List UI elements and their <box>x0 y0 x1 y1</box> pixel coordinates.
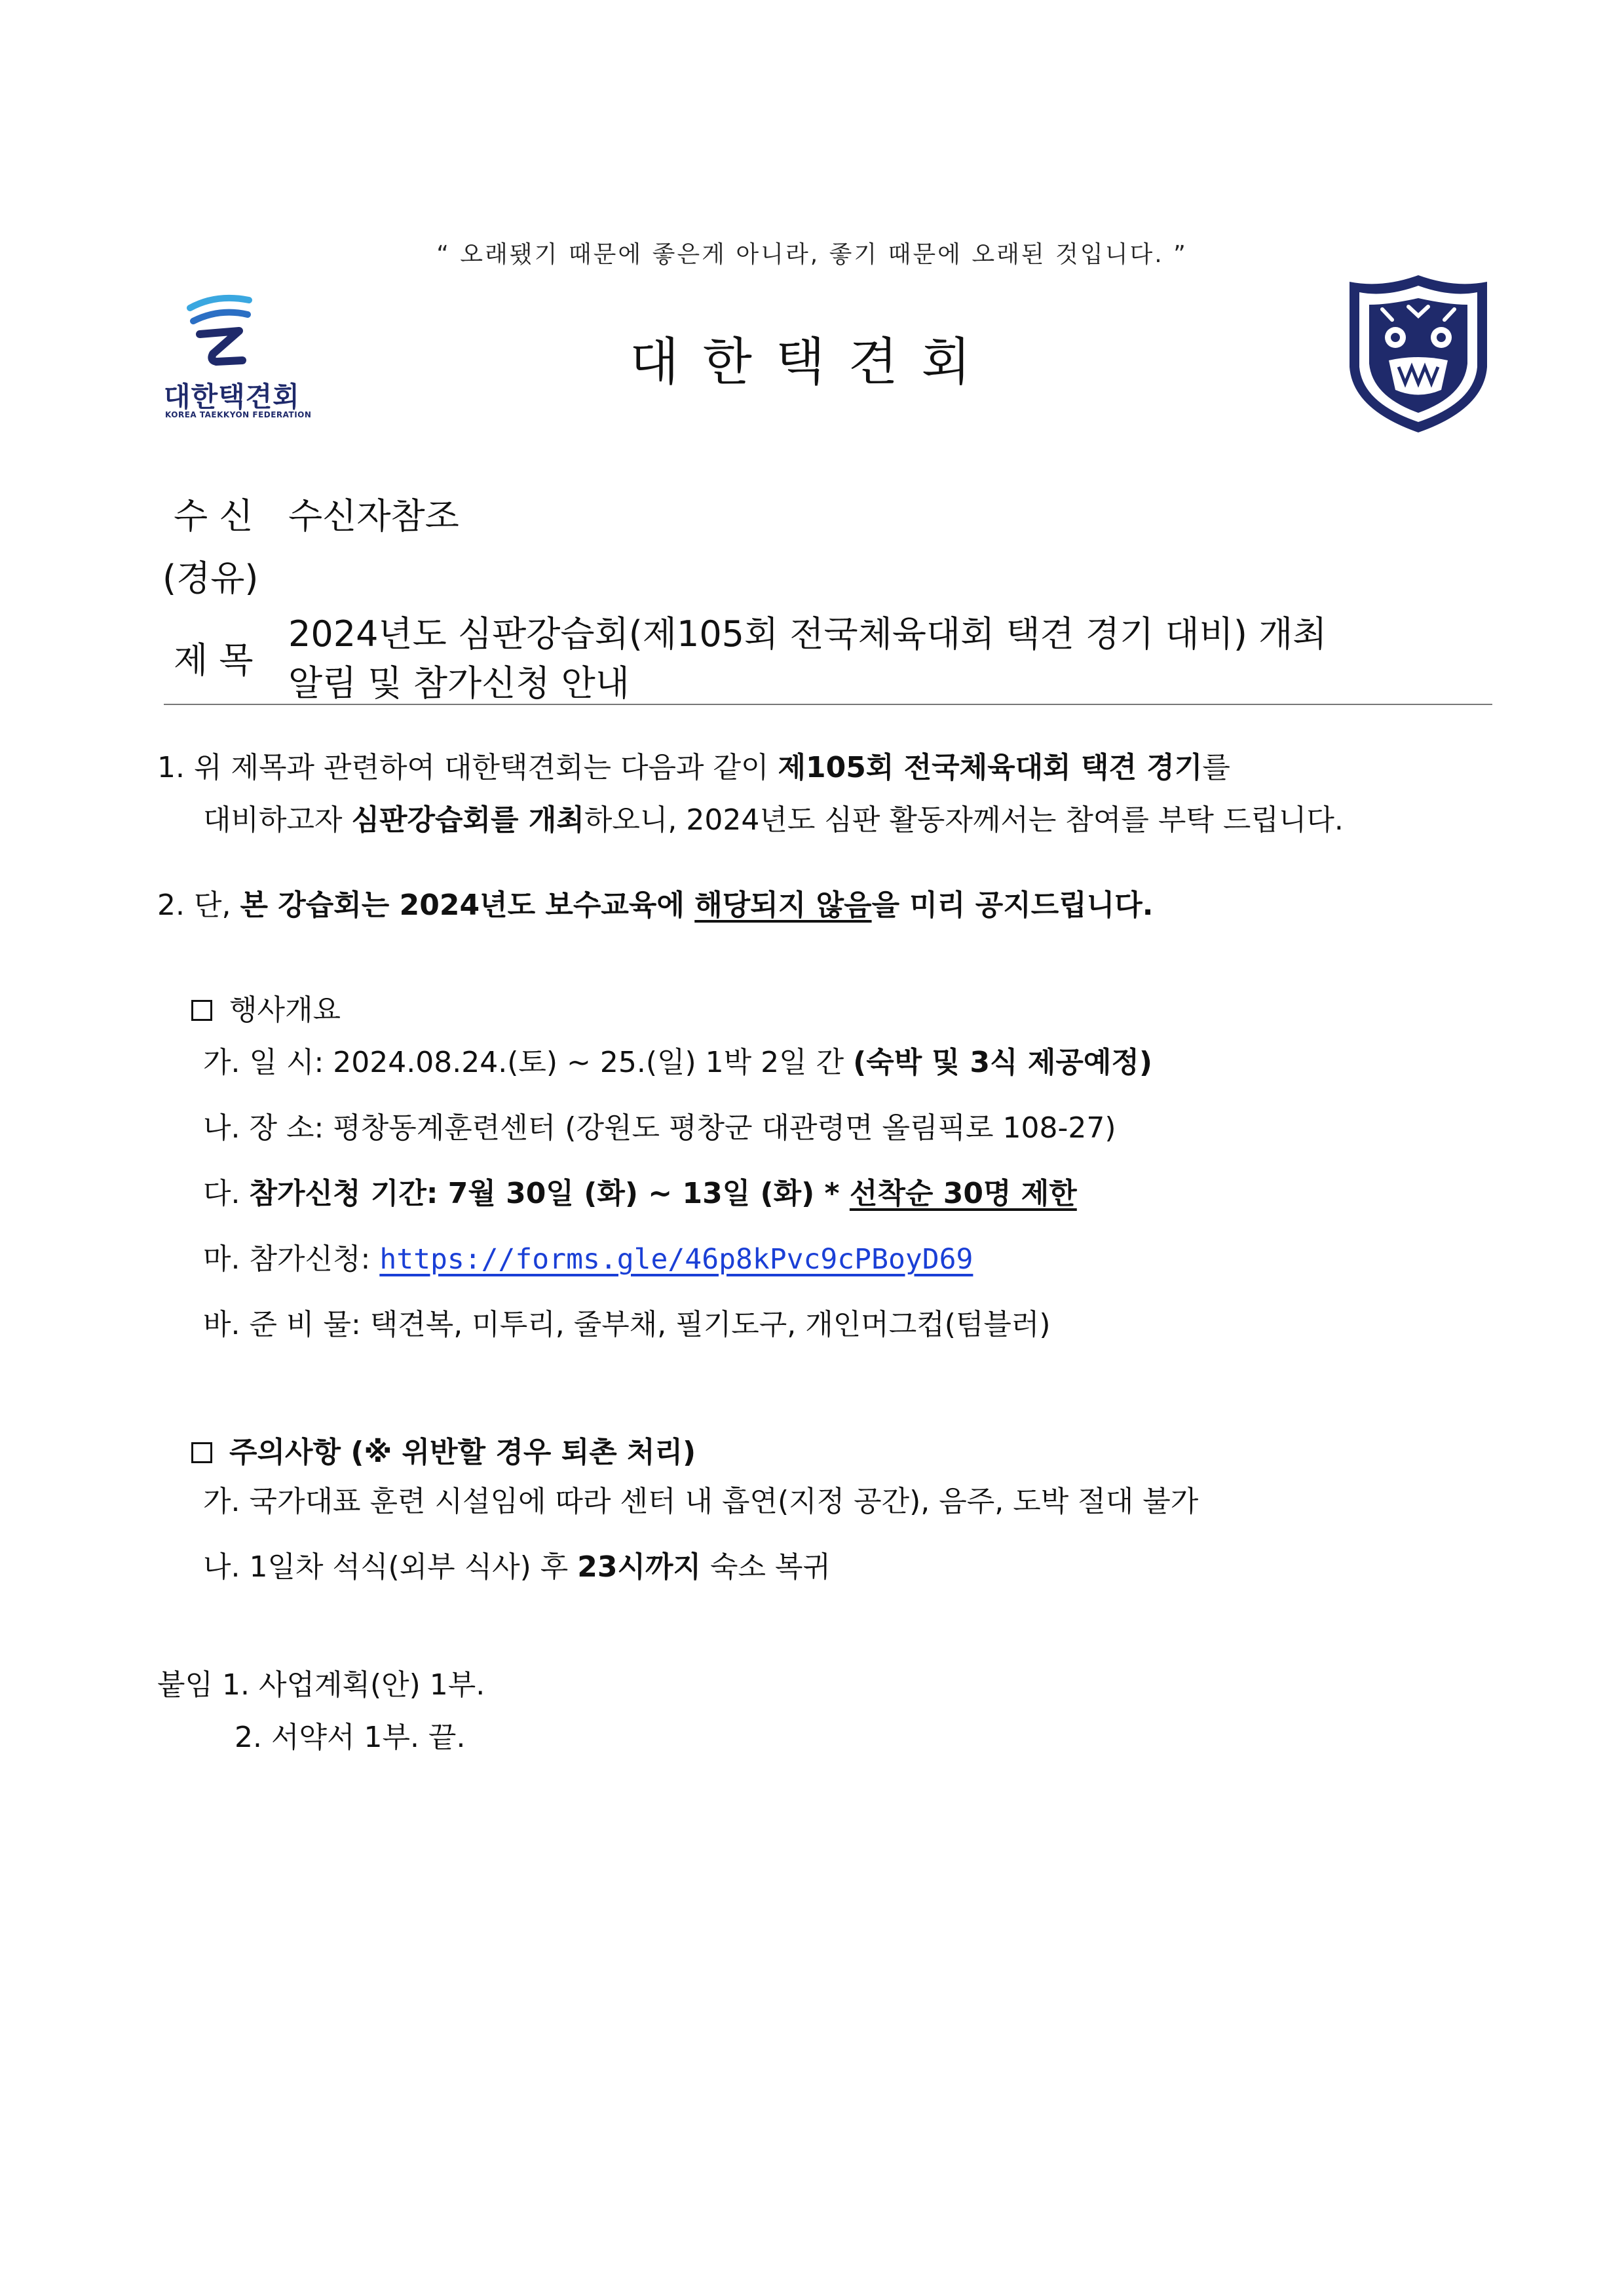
application-link[interactable]: https://forms.gle/46p8kPvc9cPBoyD69 <box>379 1243 973 1276</box>
via-label: (경유) <box>162 558 259 599</box>
cautions-heading <box>191 1428 696 1470</box>
organization-title: 대한택견회 <box>630 333 994 392</box>
attachment-line-1: 붙임 1. 사업계획(안) 1부. <box>157 1668 485 1702</box>
p2-bold: 본 강습회는 2024년도 보수교육에 <box>240 889 695 922</box>
item-text: 택견복, 미투리, 줄부채, 필기도구, 개인머그컵(텀블러) <box>369 1308 1051 1341</box>
caution-bold: 23시까지 <box>577 1550 702 1584</box>
event-heading-text: 행사개요 <box>229 993 341 1027</box>
event-item-place <box>203 1104 1116 1146</box>
p1-text: 1. 위 제목과 관련하여 대한택견회는 다음과 같이 <box>157 751 778 784</box>
p1-text-end: 를 <box>1202 751 1230 784</box>
item-label: 가. 일 시: <box>203 1046 333 1079</box>
caution-item-1: 가. 국가대표 훈련 시설임에 따라 센터 내 흡연(지정 공간), 음주, 도박 절대 불가 <box>203 1485 1199 1518</box>
paragraph-1-line-1 <box>157 744 1230 786</box>
event-heading <box>191 986 341 1028</box>
cautions-heading-text: 주의사항 (※ 위반할 경우 퇴촌 처리) <box>229 1436 696 1469</box>
divider <box>164 704 1492 705</box>
item-underline: 선착순 30명 제한 <box>849 1177 1077 1210</box>
p2-bold-end: 을 미리 공지드립니다. <box>871 889 1154 922</box>
checkbox-square-icon <box>191 1442 212 1463</box>
item-bold: (숙박 및 3식 제공예정) <box>853 1046 1152 1079</box>
subject-line-2: 알림 및 참가신청 안내 <box>288 662 630 704</box>
item-label: 나. 장 소: <box>203 1111 333 1145</box>
item-label: 마. 참가신청: <box>203 1242 380 1276</box>
caution-item-2 <box>203 1543 831 1585</box>
subject-line-1: 2024년도 심판강습회(제105회 전국체육대회 택견 경기 대비) 개최 <box>288 613 1327 655</box>
item-text: 2024.08.24.(토) ~ 25.(일) 1박 2일 간 <box>333 1046 854 1079</box>
event-item-application <box>203 1235 973 1277</box>
event-item-period <box>203 1170 1077 1212</box>
caution-text: 나. 1일차 석식(외부 식사) 후 <box>203 1550 578 1584</box>
item-label: 다. <box>203 1177 250 1210</box>
event-item-supplies <box>203 1301 1051 1343</box>
dokkaebi-emblem-icon <box>1343 269 1494 439</box>
checkbox-square-icon <box>191 1000 212 1021</box>
emblem <box>1343 269 1494 442</box>
p2-text: 2. 단, <box>157 889 240 922</box>
p2-underline: 해당되지 않음 <box>694 889 872 922</box>
recipient-value: 수신자참조 <box>288 495 459 537</box>
p1-text: 대비하고자 <box>203 803 352 837</box>
paragraph-2 <box>157 881 1153 923</box>
p1-text-end: 하오니, 2024년도 심판 활동자께서는 참여를 부탁 드립니다. <box>584 803 1344 837</box>
logo-name: 대한택견회 <box>164 381 300 413</box>
item-bold: 참가신청 기간: 7월 30일 (화) ~ 13일 (화) * <box>249 1177 850 1210</box>
p1-highlight: 제105회 전국체육대회 택견 경기 <box>778 751 1203 784</box>
motto: “ 오래됐기 때문에 좋은게 아니라, 좋기 때문에 오래된 것입니다. ” <box>436 241 1188 268</box>
event-item-date <box>203 1039 1152 1081</box>
recipient-label: 수 신 <box>174 495 254 537</box>
attachment-line-2: 2. 서약서 1부. 끝. <box>235 1721 466 1754</box>
item-text: 평창동계훈련센터 (강원도 평창군 대관령면 올림픽로 108-27) <box>333 1111 1116 1145</box>
subject-label: 제 목 <box>174 640 254 681</box>
paragraph-1-line-2 <box>203 796 1344 838</box>
caution-text-end: 숙소 복귀 <box>701 1550 831 1584</box>
p1-highlight: 심판강습회를 개최 <box>351 803 584 837</box>
item-label: 바. 준 비 물: <box>203 1308 370 1341</box>
logo-english-name: KOREA TAEKKYON FEDERATION <box>165 410 312 419</box>
